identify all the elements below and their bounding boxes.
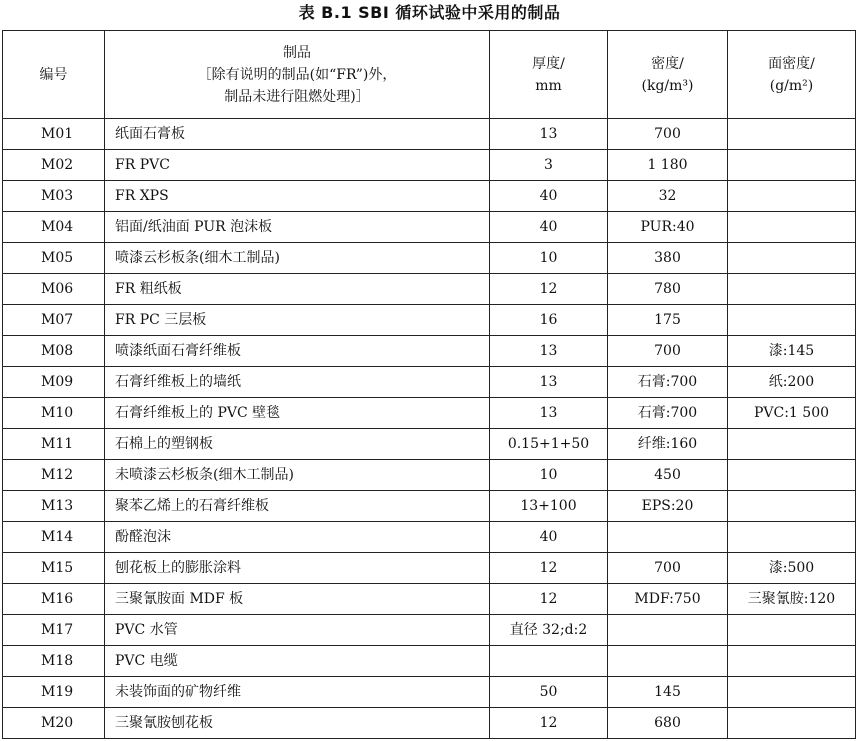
cell-product: 纸面石膏板	[105, 119, 490, 150]
header-thickness-line-1: 厚度/	[532, 55, 565, 72]
cell-surface-density: 漆:500	[728, 553, 856, 584]
header-thickness-line-2: mm	[535, 77, 562, 94]
cell-surface-density	[728, 615, 856, 646]
table-row	[3, 708, 856, 739]
table-row	[3, 677, 856, 708]
cell-thickness: 3	[490, 150, 608, 181]
cell-product: 石膏纤维板上的墙纸	[105, 367, 490, 398]
table-row	[3, 491, 856, 522]
cell-thickness: 12	[490, 584, 608, 615]
cell-thickness: 12	[490, 553, 608, 584]
cell-code: M07	[3, 305, 105, 336]
header-code: 编号	[3, 31, 105, 119]
cell-density: MDF:750	[608, 584, 728, 615]
table-row	[3, 336, 856, 367]
cell-product: 未装饰面的矿物纤维	[105, 677, 490, 708]
table-row	[3, 522, 856, 553]
cell-density	[608, 615, 728, 646]
cell-surface-density	[728, 429, 856, 460]
cell-product: 三聚氰胺面 MDF 板	[105, 584, 490, 615]
cell-density: 145	[608, 677, 728, 708]
cell-thickness: 13	[490, 367, 608, 398]
cell-code: M16	[3, 584, 105, 615]
cell-surface-density	[728, 305, 856, 336]
table-row	[3, 584, 856, 615]
cell-product: 酚醛泡沫	[105, 522, 490, 553]
cell-density: 石膏:700	[608, 367, 728, 398]
cell-density: 175	[608, 305, 728, 336]
cell-thickness: 12	[490, 274, 608, 305]
cell-product: 刨花板上的膨胀涂料	[105, 553, 490, 584]
cell-product: PVC 电缆	[105, 646, 490, 677]
header-density-line-2: (kg/m³)	[641, 77, 694, 94]
cell-product: FR PVC	[105, 150, 490, 181]
cell-product: 喷漆纸面石膏纤维板	[105, 336, 490, 367]
cell-surface-density	[728, 460, 856, 491]
cell-surface-density	[728, 677, 856, 708]
cell-code: M01	[3, 119, 105, 150]
cell-density	[608, 646, 728, 677]
cell-surface-density	[728, 708, 856, 739]
cell-code: M03	[3, 181, 105, 212]
cell-code: M17	[3, 615, 105, 646]
cell-product: 铝面/纸油面 PUR 泡沫板	[105, 212, 490, 243]
cell-thickness: 40	[490, 522, 608, 553]
cell-density: 700	[608, 119, 728, 150]
cell-density: 32	[608, 181, 728, 212]
header-surface-density-line-1: 面密度/	[768, 55, 815, 72]
cell-product: PVC 水管	[105, 615, 490, 646]
cell-product: 喷漆云杉板条(细木工制品)	[105, 243, 490, 274]
cell-density: 石膏:700	[608, 398, 728, 429]
cell-thickness: 50	[490, 677, 608, 708]
table-row	[3, 305, 856, 336]
table-row	[3, 274, 856, 305]
cell-product: FR XPS	[105, 181, 490, 212]
cell-code: M14	[3, 522, 105, 553]
cell-code: M11	[3, 429, 105, 460]
cell-product: FR PC 三层板	[105, 305, 490, 336]
table-row	[3, 119, 856, 150]
cell-thickness	[490, 646, 608, 677]
cell-thickness: 直径 32;d:2	[490, 615, 608, 646]
cell-density: EPS:20	[608, 491, 728, 522]
table-row	[3, 460, 856, 491]
header-product-line-3: 制品未进行阻燃处理)］	[224, 88, 370, 105]
cell-density: 680	[608, 708, 728, 739]
cell-thickness: 40	[490, 212, 608, 243]
cell-code: M05	[3, 243, 105, 274]
table-row	[3, 553, 856, 584]
cell-thickness: 13	[490, 398, 608, 429]
cell-product: FR 粗纸板	[105, 274, 490, 305]
cell-surface-density	[728, 119, 856, 150]
cell-surface-density: PVC:1 500	[728, 398, 856, 429]
table-row	[3, 150, 856, 181]
cell-surface-density	[728, 274, 856, 305]
cell-surface-density	[728, 491, 856, 522]
cell-product: 三聚氰胺刨花板	[105, 708, 490, 739]
table-row	[3, 212, 856, 243]
cell-surface-density	[728, 522, 856, 553]
cell-surface-density	[728, 243, 856, 274]
cell-density: 纤维:160	[608, 429, 728, 460]
cell-surface-density: 三聚氰胺:120	[728, 584, 856, 615]
table-row	[3, 429, 856, 460]
cell-thickness: 10	[490, 243, 608, 274]
cell-code: M08	[3, 336, 105, 367]
cell-surface-density	[728, 181, 856, 212]
table-row	[3, 243, 856, 274]
cell-code: M20	[3, 708, 105, 739]
cell-surface-density: 纸:200	[728, 367, 856, 398]
table-row	[3, 398, 856, 429]
cell-density: 780	[608, 274, 728, 305]
table-row	[3, 646, 856, 677]
header-density	[608, 31, 728, 119]
header-surface-density-line-2: (g/m²)	[769, 77, 814, 94]
table-body	[3, 119, 856, 739]
cell-density: 700	[608, 336, 728, 367]
cell-surface-density	[728, 646, 856, 677]
header-product-line-1: 制品	[283, 44, 311, 61]
cell-code: M13	[3, 491, 105, 522]
cell-density: 380	[608, 243, 728, 274]
header-surface-density	[728, 31, 856, 119]
cell-thickness: 13+100	[490, 491, 608, 522]
cell-thickness: 16	[490, 305, 608, 336]
cell-thickness: 12	[490, 708, 608, 739]
cell-product: 聚苯乙烯上的石膏纤维板	[105, 491, 490, 522]
cell-density: 450	[608, 460, 728, 491]
cell-code: M19	[3, 677, 105, 708]
cell-surface-density	[728, 150, 856, 181]
cell-code: M02	[3, 150, 105, 181]
table-row	[3, 181, 856, 212]
table-header-row	[3, 31, 856, 119]
cell-thickness: 10	[490, 460, 608, 491]
table-row	[3, 615, 856, 646]
cell-product: 石棉上的塑钢板	[105, 429, 490, 460]
cell-product: 未喷漆云杉板条(细木工制品)	[105, 460, 490, 491]
cell-thickness: 40	[490, 181, 608, 212]
cell-density: 1 180	[608, 150, 728, 181]
header-product	[105, 31, 490, 119]
header-product-line-2: ［除有说明的制品(如“FR”)外，	[197, 66, 397, 83]
cell-density: 700	[608, 553, 728, 584]
cell-code: M09	[3, 367, 105, 398]
cell-product: 石膏纤维板上的 PVC 壁毯	[105, 398, 490, 429]
table-row	[3, 367, 856, 398]
cell-thickness: 13	[490, 336, 608, 367]
cell-code: M10	[3, 398, 105, 429]
header-thickness	[490, 31, 608, 119]
cell-density: PUR:40	[608, 212, 728, 243]
cell-thickness: 0.15+1+50	[490, 429, 608, 460]
cell-code: M06	[3, 274, 105, 305]
header-density-line-1: 密度/	[651, 55, 684, 72]
cell-density	[608, 522, 728, 553]
cell-code: M04	[3, 212, 105, 243]
cell-thickness: 13	[490, 119, 608, 150]
cell-surface-density	[728, 212, 856, 243]
cell-code: M15	[3, 553, 105, 584]
cell-code: M18	[3, 646, 105, 677]
cell-surface-density: 漆:145	[728, 336, 856, 367]
products-table	[2, 30, 856, 739]
cell-code: M12	[3, 460, 105, 491]
table-title: 表 B.1 SBI 循环试验中采用的制品	[298, 3, 561, 22]
